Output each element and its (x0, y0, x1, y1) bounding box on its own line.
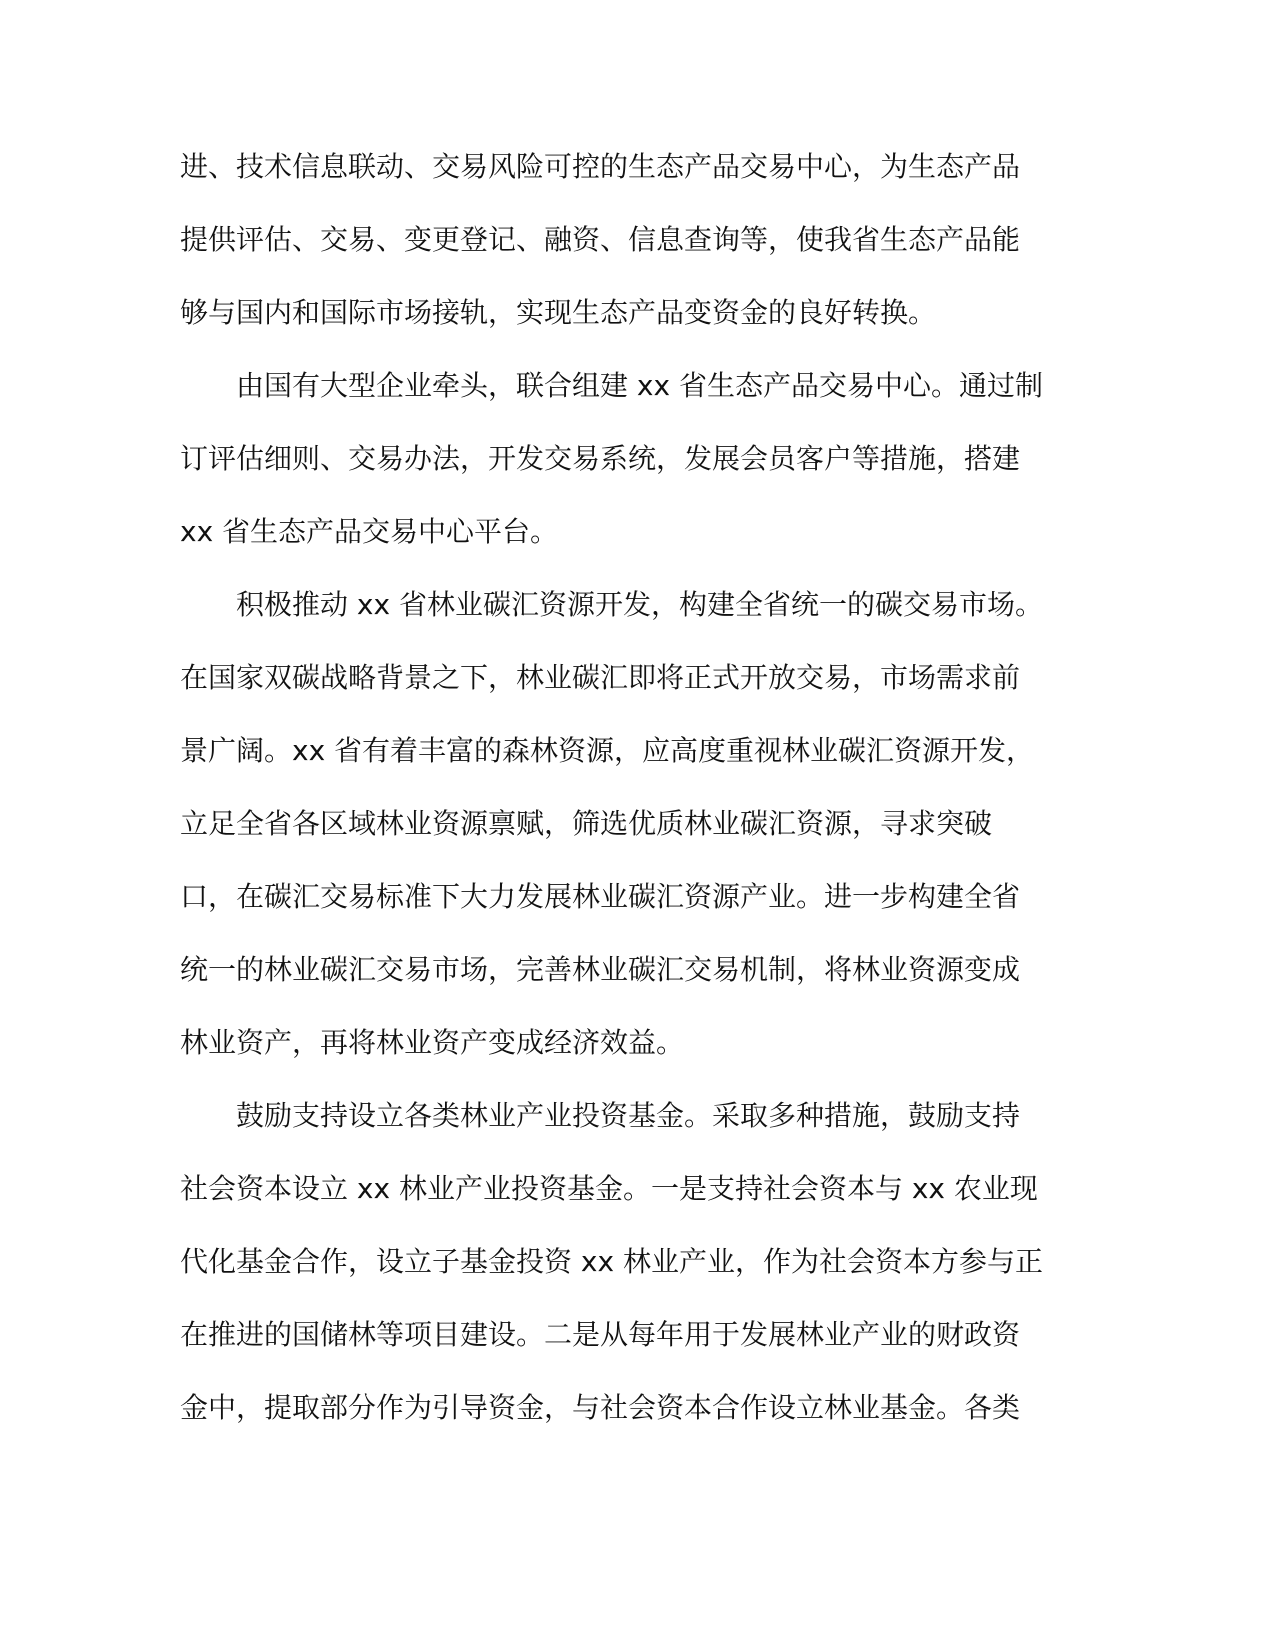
body-text (180, 130, 1043, 1444)
text-line: 够与国内和国际市场接轨，实现生态产品变资金的良好转换。 (180, 296, 937, 329)
text-line: 金中，提取部分作为引导资金，与社会资本合作设立林业基金。各类 (180, 1391, 1021, 1424)
text-line: 提供评估、交易、变更登记、融资、信息查询等，使我省生态产品能 (180, 223, 1021, 256)
paragraph-first-line: 鼓励支持设立各类林业产业投资基金。采取多种措施，鼓励支持 (236, 1099, 1021, 1132)
text-line: 口，在碳汇交易标准下大力发展林业碳汇资源产业。进一步构建全省 (180, 880, 1021, 913)
text-line: 进、技术信息联动、交易风险可控的生态产品交易中心，为生态产品 (180, 150, 1021, 183)
text-line: 在推进的国储林等项目建设。二是从每年用于发展林业产业的财政资 (180, 1318, 1021, 1351)
text-line: 社会资本设立 xx 林业产业投资基金。一是支持社会资本与 xx 农业现 (180, 1172, 1038, 1205)
paragraph-first-line: 由国有大型企业牵头，联合组建 xx 省生态产品交易中心。通过制 (236, 369, 1043, 402)
text-line: 统一的林业碳汇交易市场，完善林业碳汇交易机制，将林业资源变成 (180, 953, 1021, 986)
text-line: 在国家双碳战略背景之下，林业碳汇即将正式开放交易，市场需求前 (180, 661, 1021, 694)
text-line: 景广阔。xx 省有着丰富的森林资源，应高度重视林业碳汇资源开发， (180, 734, 1035, 767)
text-line: 代化基金合作，设立子基金投资 xx 林业产业，作为社会资本方参与正 (180, 1245, 1043, 1278)
paragraph-first-line: 积极推动 xx 省林业碳汇资源开发，构建全省统一的碳交易市场。 (236, 588, 1043, 621)
text-line: 立足全省各区域林业资源禀赋，筛选优质林业碳汇资源，寻求突破 (180, 807, 993, 840)
text-line: 林业资产，再将林业资产变成经济效益。 (180, 1026, 685, 1059)
text-line: xx 省生态产品交易中心平台。 (180, 515, 559, 548)
text-line: 订评估细则、交易办法，开发交易系统，发展会员客户等措施，搭建 (180, 442, 1021, 475)
